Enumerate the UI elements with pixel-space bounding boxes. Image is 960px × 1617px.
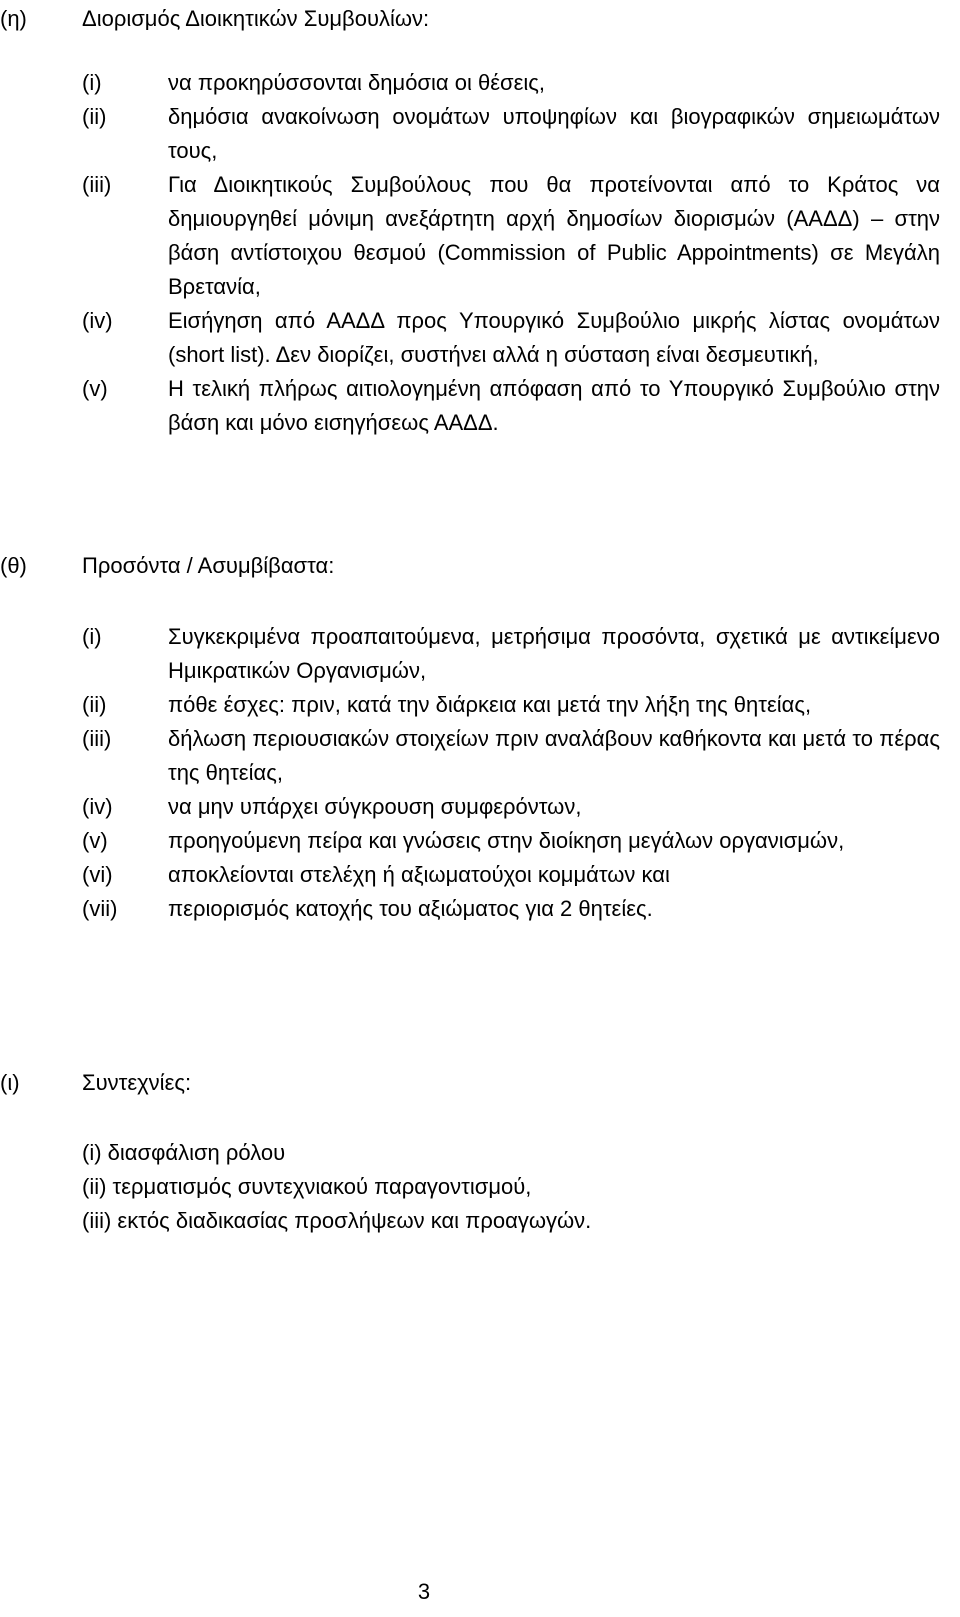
section-title: Διορισμός Διοικητικών Συμβουλίων:: [82, 6, 430, 31]
item-number: (v): [82, 376, 108, 401]
list-item: (ii) τερματισμός συντεχνιακού παραγοντισμού,: [82, 1174, 532, 1199]
section-title: Προσόντα / Ασυμβίβαστα:: [82, 553, 335, 578]
item-number: (ii): [82, 692, 107, 717]
section-label: (η): [0, 6, 27, 31]
list-item: [82, 688, 940, 722]
list-item: [82, 168, 940, 304]
item-number: (i): [82, 624, 102, 649]
section-eta-heading: [0, 2, 940, 36]
item-number: (iv): [82, 308, 113, 333]
item-text: πόθε έσχες: πριν, κατά την διάρκεια και μετά την λήξη της θητείας,: [168, 692, 812, 717]
item-text: προηγούμενη πείρα και γνώσεις στην διοίκηση μεγάλων οργανισμών,: [168, 828, 845, 853]
list-item: [82, 858, 940, 892]
item-text: Η τελική πλήρως αιτιολογημένη απόφαση από το Υπουργικό Συμβούλιο στην βάση και μόνο εισηγήσεως ΑΑΔΔ.: [168, 376, 940, 435]
item-number: (v): [82, 828, 108, 853]
list-item: [82, 824, 940, 858]
list-item: (iii) εκτός διαδικασίας προσλήψεων και προαγωγών.: [82, 1208, 592, 1233]
list-item: [82, 620, 940, 688]
item-text: Συγκεκριμένα προαπαιτούμενα, μετρήσιμα προσόντα, σχετικά με αντικείμενο Ημικρατικών Οργανισμών,: [168, 624, 940, 683]
list-item: (i) διασφάλιση ρόλου: [82, 1140, 286, 1165]
section-theta-heading: [0, 549, 940, 583]
list-item: [82, 790, 940, 824]
item-number: (vi): [82, 862, 113, 887]
section-label: (θ): [0, 553, 27, 578]
item-text: περιορισμός κατοχής του αξιώματος για 2 θητείες.: [168, 896, 653, 921]
item-number: (iv): [82, 794, 113, 819]
item-number: (ii): [82, 104, 107, 129]
item-number: (iii): [82, 172, 112, 197]
section-title: Συντεχνίες:: [82, 1070, 192, 1095]
list-item: [82, 372, 940, 440]
section-iota-heading: [0, 1066, 940, 1100]
item-number: (i): [82, 70, 102, 95]
item-text: δημόσια ανακοίνωση ονομάτων υποψηφίων και βιογραφικών σημειωμάτων τους,: [168, 104, 940, 163]
list-item: [82, 892, 940, 926]
list-item: [82, 66, 940, 100]
list-item: [82, 304, 940, 372]
section-label: (ι): [0, 1070, 20, 1095]
item-text: να μην υπάρχει σύγκρουση συμφερόντων,: [168, 794, 582, 819]
item-number: (iii): [82, 726, 112, 751]
item-number: (vii): [82, 896, 118, 921]
list-item: [82, 722, 940, 790]
section-eta-list: [82, 66, 940, 440]
item-text: να προκηρύσσονται δημόσια οι θέσεις,: [168, 70, 545, 95]
item-text: Εισήγηση από ΑΑΔΔ προς Υπουργικό Συμβούλιο μικρής λίστας ονομάτων (short list). Δεν διορίζει, συστήνει αλλά η σύσταση είναι δεσμευτική,: [168, 308, 940, 367]
section-theta-list: [82, 620, 940, 926]
section-iota-list: [82, 1136, 940, 1238]
item-text: Για Διοικητικούς Συμβούλους που θα προτείνονται από το Κράτος να δημιουργηθεί μόνιμη ανεξάρτητη αρχή δημοσίων διορισμών (ΑΑΔΔ) – στην βάση αντίστοιχου θεσμού (Commission of Public Appointments) σε Μεγάλη Βρετανία,: [168, 172, 940, 299]
item-text: αποκλείονται στελέχη ή αξιωματούχοι κομμάτων και: [168, 862, 670, 887]
list-item: [82, 100, 940, 168]
page-number: 3: [417, 1579, 431, 1604]
item-text: δήλωση περιουσιακών στοιχείων πριν αναλάβουν καθήκοντα και μετά το πέρας της θητείας,: [168, 726, 940, 785]
